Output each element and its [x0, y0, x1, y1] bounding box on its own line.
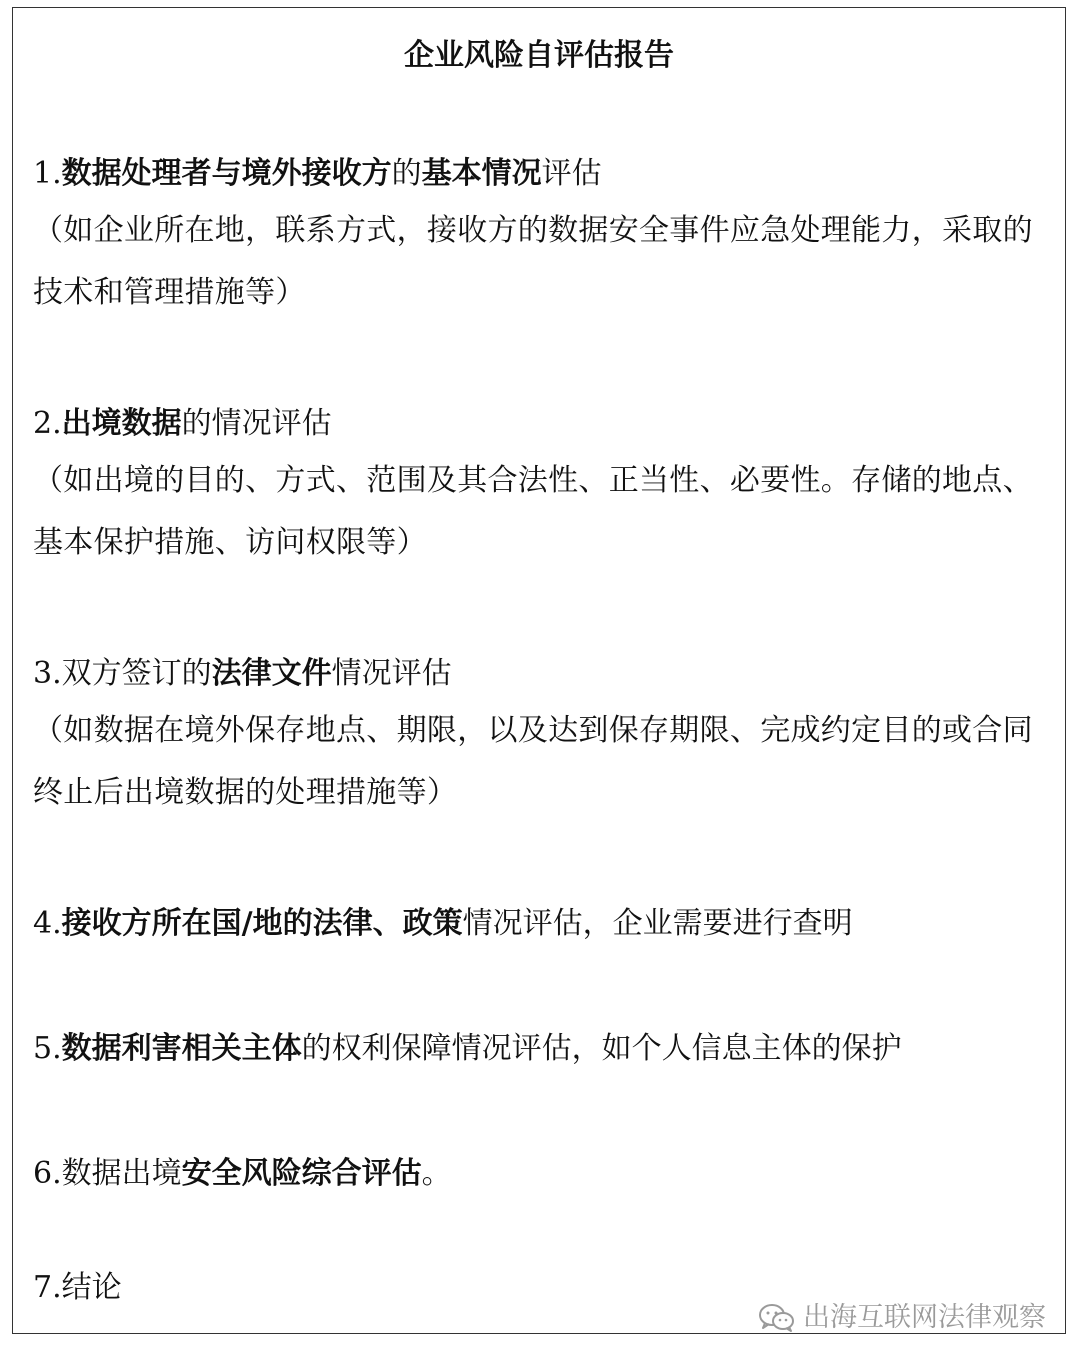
heading-part: 情况评估: [331, 656, 452, 691]
section-number: 6.: [33, 1156, 62, 1191]
heading-part: 双方签订的: [61, 656, 212, 691]
heading-part: 数据处理者与境外接收方: [61, 156, 392, 191]
section-2: [33, 404, 1053, 574]
heading-part: 的权利保障情况评估，如个人信息主体的保护: [301, 1031, 902, 1066]
heading-part: 的: [391, 156, 422, 191]
heading-part: 结论: [61, 1270, 122, 1305]
heading-part: 情况评估，企业需要进行查明: [462, 906, 853, 941]
wechat-icon: [757, 1302, 797, 1334]
section-3-heading: [33, 654, 1053, 694]
report-frame: [12, 7, 1066, 1334]
section-number: 4.: [33, 906, 62, 941]
section-6-heading: [33, 1154, 1053, 1194]
section-3-note: （如数据在境外保存地点、期限，以及达到保存期限、完成约定目的或合同终止后出境数据的处理措施等）: [33, 713, 1033, 810]
section-5: [33, 1029, 1053, 1069]
section-number: 5.: [33, 1031, 62, 1066]
section-number: 7.: [33, 1270, 62, 1305]
section-1-heading: [33, 154, 1053, 194]
section-4-heading: [33, 904, 1053, 944]
section-4: [33, 904, 1053, 944]
section-1: [33, 154, 1053, 324]
watermark-text: 出海互联网法律观察: [803, 1302, 1046, 1333]
section-3: [33, 654, 1053, 824]
watermark: [757, 1300, 1046, 1336]
heading-part: 。: [421, 1156, 452, 1191]
heading-part: 法律文件: [211, 656, 332, 691]
section-2-note: （如出境的目的、方式、范围及其合法性、正当性、必要性。存储的地点、基本保护措施、访问权限等）: [33, 463, 1033, 560]
heading-part: 的情况评估: [181, 406, 332, 441]
heading-part: 数据利害相关主体: [61, 1031, 302, 1066]
heading-part: 数据出境: [61, 1156, 182, 1191]
section-1-note: （如企业所在地，联系方式，接收方的数据安全事件应急处理能力，采取的技术和管理措施等）: [33, 213, 1033, 310]
section-2-heading: [33, 404, 1053, 444]
report-title: 企业风险自评估报告: [404, 38, 674, 73]
section-5-heading: [33, 1029, 1053, 1069]
section-number: 2.: [33, 406, 62, 441]
heading-part: 出境数据: [61, 406, 182, 441]
heading-part: 基本情况: [421, 156, 542, 191]
section-6: [33, 1154, 1053, 1194]
heading-part: 接收方所在国/地的法律、政策: [61, 906, 463, 941]
section-number: 3.: [33, 656, 62, 691]
section-number: 1.: [33, 156, 62, 191]
heading-part: 评估: [541, 156, 602, 191]
heading-part: 安全风险综合评估: [181, 1156, 422, 1191]
